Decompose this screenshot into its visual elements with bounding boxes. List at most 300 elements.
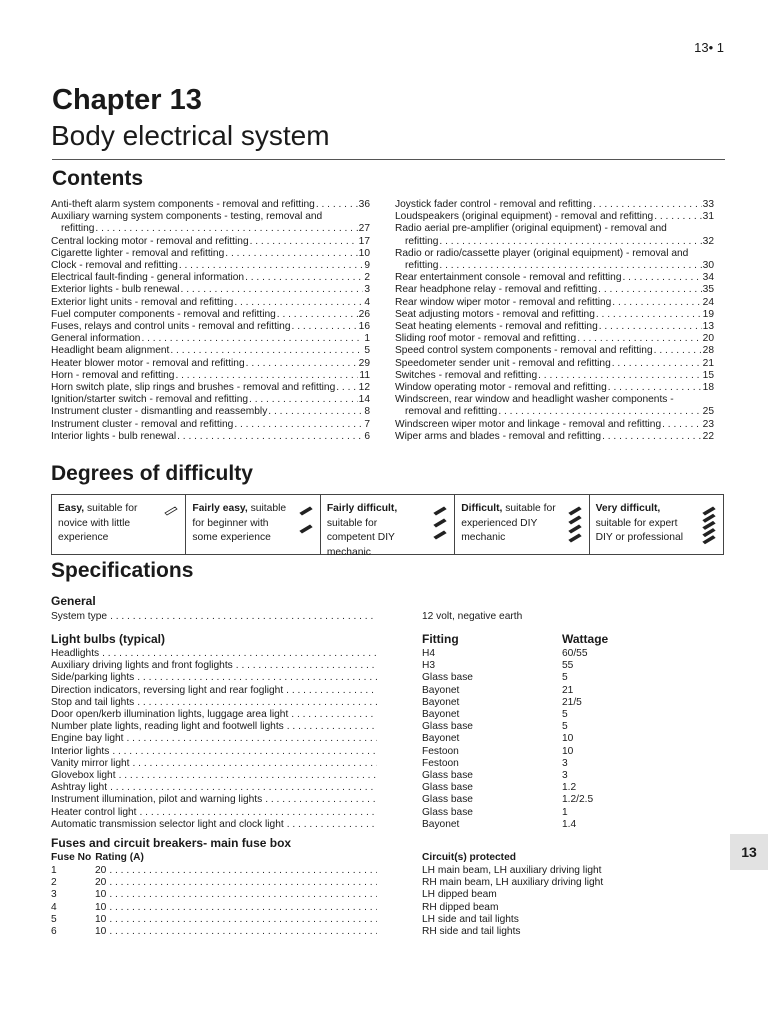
- leader-dots: [245, 272, 363, 284]
- fuse-rating: 10: [95, 901, 107, 913]
- contents-item-label: Seat adjusting motors - removal and refitting: [395, 308, 595, 320]
- bulb-name: Automatic transmission selector light and clock light: [51, 818, 284, 830]
- contents-item-page: 21: [702, 357, 714, 369]
- bulb-name: Direction indicators, reversing light and rear foglight: [51, 684, 284, 696]
- contents-item-page: 34: [702, 272, 714, 284]
- contents-item-label: refitting: [405, 260, 439, 272]
- leader-dots: [662, 419, 702, 431]
- fuse-row: [51, 902, 377, 914]
- leader-dots: [225, 248, 357, 260]
- fuse-row: [51, 914, 377, 926]
- contents-item-page: 35: [702, 284, 714, 296]
- contents-item-page: 27: [358, 223, 370, 235]
- fuse-number: 4: [51, 901, 57, 913]
- bulb-name: Ashtray light: [51, 782, 108, 794]
- contents-item-label: Rear window wiper motor - removal and refitting: [395, 296, 612, 308]
- bulb-name: Number plate lights, reading light and footwell lights: [51, 721, 284, 733]
- leader-dots: [177, 431, 363, 443]
- difficulty-cell: [321, 495, 455, 558]
- contents-item-page: 17: [358, 235, 370, 247]
- contents-item: [51, 223, 370, 235]
- leader-dots: [109, 865, 377, 877]
- bulb-wattage: 5: [562, 672, 568, 684]
- contents-item-page: 30: [702, 260, 714, 272]
- bulb-name: Glovebox light: [51, 770, 116, 782]
- leader-dots: [439, 260, 701, 272]
- leader-dots: [109, 926, 377, 938]
- bulb-row: [51, 770, 377, 782]
- contents-item-label: Anti-theft alarm system components - removal and refitting: [51, 199, 315, 210]
- chapter-number: Chapter 13: [52, 84, 202, 116]
- bulb-name: Headlights: [51, 648, 100, 659]
- bulb-wattage: 60/55: [562, 648, 588, 659]
- leader-dots: [236, 660, 377, 672]
- contents-item: [51, 248, 370, 260]
- difficulty-level: Very difficult,: [595, 503, 661, 514]
- bulb-fitting: Bayonet: [422, 709, 460, 721]
- contents-item: [51, 236, 370, 248]
- contents-item: [51, 406, 370, 418]
- fuse-circuit: LH main beam, LH auxiliary driving light: [422, 865, 602, 876]
- fuse-number: 2: [51, 877, 57, 889]
- contents-item-page: 28: [702, 345, 714, 357]
- leader-dots: [234, 419, 363, 431]
- contents-item: [51, 419, 370, 431]
- contents-item-label: Exterior light units - removal and refitting: [51, 296, 234, 308]
- contents-item-label: Horn switch plate, slip rings and brushes - removal and refitting: [51, 382, 336, 394]
- spanner-4-icon: [567, 503, 583, 547]
- bulbs-fitting-column: [422, 648, 542, 831]
- contents-item-page: 2: [364, 272, 370, 284]
- circuits-heading: Circuit(s) protected: [422, 852, 516, 863]
- contents-item: [51, 382, 370, 394]
- contents-item-page: 15: [702, 369, 714, 381]
- bulb-fitting: Festoon: [422, 745, 459, 757]
- contents-item-label: Instrument cluster - removal and refitting: [51, 418, 234, 430]
- fuse-rating: 10: [95, 926, 107, 938]
- contents-item-page: 6: [364, 430, 370, 442]
- contents-item-label: Loudspeakers (original equipment) - removal and refitting: [395, 211, 654, 223]
- contents-item-label: Heater blower motor - removal and refitting: [51, 357, 245, 369]
- leader-dots: [265, 794, 377, 806]
- difficulty-table: [51, 494, 724, 558]
- contents-item: [51, 333, 370, 345]
- fuse-number: 1: [51, 865, 57, 876]
- bulb-wattage: 21/5: [562, 696, 582, 708]
- leader-dots: [286, 685, 377, 697]
- contents-item-label: Switches - removal and refitting: [395, 369, 538, 381]
- contents-item: [51, 211, 370, 223]
- bulb-row: [51, 660, 377, 672]
- fuse-row: [51, 926, 377, 938]
- spanner-1-icon: [163, 503, 179, 547]
- contents-item-label: refitting: [405, 235, 439, 247]
- difficulty-level: Fairly easy,: [192, 503, 248, 514]
- bulb-row: [51, 746, 377, 758]
- contents-item-label: Cigarette lighter - removal and refitting: [51, 247, 225, 259]
- leader-dots: [612, 358, 702, 370]
- contents-item: [395, 345, 714, 357]
- contents-item: [51, 199, 370, 211]
- fuse-row: [51, 865, 377, 877]
- contents-item-page: 25: [702, 406, 714, 418]
- fuse-table-header: [51, 852, 144, 864]
- contents-item-label: Headlight beam alignment: [51, 345, 170, 357]
- leader-dots: [133, 758, 378, 770]
- contents-item-page: 31: [702, 211, 714, 223]
- contents-item-page: 16: [358, 321, 370, 333]
- leader-dots: [608, 382, 702, 394]
- leader-dots: [109, 902, 377, 914]
- difficulty-cell: [186, 495, 320, 554]
- system-type-label: System type: [51, 611, 108, 622]
- bulb-row: [51, 648, 377, 660]
- contents-item-label: refitting: [61, 223, 95, 235]
- bulb-fitting: Glass base: [422, 806, 473, 818]
- bulb-fitting: H4: [422, 648, 436, 659]
- fuse-circuit: RH main beam, LH auxiliary driving light: [422, 877, 604, 889]
- contents-item: [51, 309, 370, 321]
- difficulty-description: suitable for novice with little experience: [58, 503, 138, 543]
- chapter-title: Body electrical system: [51, 120, 330, 151]
- contents-item: [51, 358, 370, 370]
- contents-item-label: Seat heating elements - removal and refitting: [395, 321, 598, 333]
- leader-dots: [127, 733, 378, 745]
- contents-item: [395, 284, 714, 296]
- fuse-row: [51, 877, 377, 889]
- contents-item: [51, 284, 370, 296]
- contents-item-page: 32: [702, 235, 714, 247]
- fuse-circuits: [422, 865, 722, 938]
- contents-item-page: 23: [702, 418, 714, 430]
- difficulty-level: Easy,: [58, 503, 85, 514]
- contents-item-page: 13: [702, 321, 714, 333]
- rating-heading: Rating (A): [95, 852, 144, 863]
- difficulty-text: [192, 502, 288, 546]
- contents-item-label: General information: [51, 333, 141, 345]
- specifications-heading: Specifications: [51, 559, 194, 582]
- contents-item: [395, 272, 714, 284]
- difficulty-cell: [455, 495, 589, 554]
- contents-item: [395, 431, 714, 443]
- bulb-name: Vanity mirror light: [51, 757, 130, 769]
- bulb-wattage: 1.2: [562, 782, 577, 794]
- bulb-wattage: 5: [562, 721, 568, 733]
- contents-item: [51, 297, 370, 309]
- contents-list-left: [51, 199, 370, 443]
- bulb-name: Door open/kerb illumination lights, luggage area light: [51, 709, 289, 721]
- bulb-fitting: Festoon: [422, 757, 459, 769]
- contents-item-label: Clock - removal and refitting: [51, 260, 178, 272]
- bulb-fitting: Glass base: [422, 672, 473, 684]
- contents-item-label: Windscreen, rear window and headlight washer components -: [395, 394, 674, 406]
- bulb-fitting: Glass base: [422, 721, 473, 733]
- difficulty-description: suitable for expert DIY or professional: [595, 517, 684, 543]
- contents-item-page: 10: [358, 247, 370, 259]
- bulb-wattage: 10: [562, 733, 574, 745]
- leader-dots: [234, 297, 363, 309]
- leader-dots: [316, 199, 358, 211]
- chapter-tab: 13: [730, 834, 768, 870]
- bulb-wattage: 3: [562, 757, 568, 769]
- leader-dots: [181, 284, 364, 296]
- leader-dots: [110, 782, 377, 794]
- leader-dots: [654, 345, 702, 357]
- contents-item: [395, 248, 714, 260]
- bulb-name: Side/parking lights: [51, 672, 135, 684]
- contents-item: [51, 431, 370, 443]
- contents-item-label: Ignition/starter switch - removal and refitting: [51, 394, 249, 406]
- contents-item-page: 20: [702, 333, 714, 345]
- bulb-wattage: 10: [562, 745, 574, 757]
- difficulty-description: suitable for experienced DIY mechanic: [461, 503, 556, 543]
- bulb-fitting: Glass base: [422, 770, 473, 782]
- contents-item: [395, 406, 714, 418]
- fuse-circuit: RH side and tail lights: [422, 926, 521, 938]
- fuse-number: 6: [51, 926, 57, 938]
- contents-item-label: Radio or radio/cassette player (original equipment) - removal and: [395, 247, 689, 259]
- leader-dots: [112, 746, 377, 758]
- contents-item-page: 24: [702, 296, 714, 308]
- contents-item-label: Horn - removal and refitting: [51, 369, 175, 381]
- fuse-rating: 20: [95, 865, 107, 876]
- contents-item-page: 14: [358, 394, 370, 406]
- bulb-name: Instrument illumination, pilot and warning lights: [51, 794, 263, 806]
- bulb-wattage: 21: [562, 684, 574, 696]
- contents-item-page: 36: [358, 199, 370, 210]
- page-number: 13• 1: [694, 40, 724, 55]
- bulbs-wattage-column: [562, 648, 642, 831]
- system-type-value: 12 volt, negative earth: [422, 611, 523, 622]
- contents-item-label: Rear entertainment console - removal and refitting: [395, 272, 622, 284]
- contents-item-label: Window operating motor - removal and refitting: [395, 382, 607, 394]
- leader-dots: [170, 345, 363, 357]
- fuses-heading: Fuses and circuit breakers- main fuse box: [51, 836, 292, 850]
- contents-item-label: Windscreen wiper motor and linkage - removal and refitting: [395, 418, 662, 430]
- contents-item: [395, 309, 714, 321]
- spanner-2-icon: [298, 503, 314, 547]
- bulb-row: [51, 685, 377, 697]
- fuse-number: 5: [51, 913, 57, 925]
- fuse-list: [51, 865, 377, 938]
- difficulty-text: [58, 502, 154, 546]
- contents-item-page: 9: [364, 260, 370, 272]
- contents-item: [51, 394, 370, 406]
- leader-dots: [109, 889, 377, 901]
- bulb-row: [51, 697, 377, 709]
- fuse-circuit: RH dipped beam: [422, 901, 499, 913]
- contents-item: [51, 272, 370, 284]
- contents-item-label: Speed control system components - removal and refitting: [395, 345, 653, 357]
- contents-item-label: removal and refitting: [405, 406, 498, 418]
- difficulty-cell: [52, 495, 186, 554]
- difficulty-level: Fairly difficult,: [326, 503, 398, 514]
- leader-dots: [599, 321, 702, 333]
- bulb-row: [51, 672, 377, 684]
- bulb-wattage: 55: [562, 660, 574, 672]
- wattage-heading: Wattage: [562, 632, 609, 646]
- contents-item-page: 11: [359, 369, 370, 381]
- leader-dots: [287, 721, 377, 733]
- bulb-name: Interior lights: [51, 745, 110, 757]
- leader-dots: [137, 672, 377, 684]
- leader-dots: [141, 333, 363, 345]
- leader-dots: [246, 358, 358, 370]
- bulb-row: [51, 794, 377, 806]
- contents-item-label: Central locking motor - removal and refitting: [51, 235, 249, 247]
- contents-item-page: 7: [364, 418, 370, 430]
- leader-dots: [602, 431, 702, 443]
- fuse-rating: 20: [95, 877, 107, 889]
- fuse-circuit: LH side and tail lights: [422, 913, 519, 925]
- contents-item: [51, 260, 370, 272]
- contents-item-label: Sliding roof motor - removal and refitting: [395, 333, 577, 345]
- contents-item: [395, 333, 714, 345]
- difficulty-cell: [590, 495, 723, 554]
- contents-item-page: 22: [702, 430, 714, 442]
- difficulty-text: [596, 502, 692, 546]
- contents-item-label: Radio aerial pre-amplifier (original equipment) - removal and: [395, 223, 667, 235]
- bulb-fitting: Glass base: [422, 782, 473, 794]
- leader-dots: [291, 709, 377, 721]
- contents-item-page: 4: [364, 296, 370, 308]
- contents-item-page: 3: [364, 284, 370, 296]
- bulb-row: [51, 782, 377, 794]
- contents-item-label: Speedometer sender unit - removal and refitting: [395, 357, 611, 369]
- contents-list-right: [395, 199, 714, 443]
- contents-item-label: Exterior lights - bulb renewal: [51, 284, 180, 296]
- contents-item-page: 18: [702, 382, 714, 394]
- contents-item-page: 8: [364, 406, 370, 418]
- leader-dots: [612, 297, 701, 309]
- bulb-row: [51, 758, 377, 770]
- leader-dots: [140, 807, 377, 819]
- contents-item-page: 5: [364, 345, 370, 357]
- bulb-fitting: Bayonet: [422, 684, 460, 696]
- bulb-fitting: Bayonet: [422, 818, 460, 830]
- bulb-row: [51, 807, 377, 819]
- leader-dots: [623, 272, 702, 284]
- leader-dots: [95, 223, 357, 235]
- bulb-wattage: 1: [562, 806, 568, 818]
- bulb-fitting: Glass base: [422, 794, 473, 806]
- leader-dots: [109, 914, 377, 926]
- contents-item: [51, 370, 370, 382]
- contents-item: [395, 223, 714, 235]
- spanner-3-icon: [432, 503, 448, 547]
- leader-dots: [249, 394, 358, 406]
- contents-heading: Contents: [52, 167, 143, 190]
- leader-dots: [336, 382, 357, 394]
- bulb-row: [51, 721, 377, 733]
- leader-dots: [137, 697, 377, 709]
- contents-item: [395, 382, 714, 394]
- leader-dots: [287, 819, 377, 831]
- bulb-name: Stop and tail lights: [51, 696, 135, 708]
- fuse-rating: 10: [95, 889, 107, 901]
- bulbs-heading: Light bulbs (typical): [51, 632, 165, 646]
- contents-item: [51, 345, 370, 357]
- system-type-row: [51, 611, 377, 623]
- contents-item: [395, 419, 714, 431]
- leader-dots: [598, 284, 701, 296]
- bulb-fitting: Bayonet: [422, 696, 460, 708]
- contents-item: [395, 370, 714, 382]
- bulb-row: [51, 709, 377, 721]
- bulb-row: [51, 733, 377, 745]
- contents-item-label: Rear headphone relay - removal and refitting: [395, 284, 598, 296]
- difficulty-text: [327, 502, 423, 560]
- contents-item-page: 26: [358, 308, 370, 320]
- bulb-fitting: H3: [422, 660, 436, 672]
- contents-item-label: Interior lights - bulb renewal: [51, 430, 177, 442]
- fitting-heading: Fitting: [422, 632, 459, 646]
- fuse-no-heading: Fuse No: [51, 852, 92, 863]
- bulb-fitting: Bayonet: [422, 733, 460, 745]
- leader-dots: [109, 877, 377, 889]
- bulbs-name-column: [51, 648, 377, 831]
- contents-item-page: 33: [702, 199, 714, 210]
- difficulty-level: Difficult,: [461, 503, 503, 514]
- leader-dots: [498, 406, 701, 418]
- leader-dots: [538, 370, 702, 382]
- contents-item-label: Fuses, relays and control units - removal and refitting: [51, 321, 291, 333]
- fuse-row: [51, 889, 377, 901]
- contents-item: [395, 394, 714, 406]
- leader-dots: [439, 236, 701, 248]
- contents-item: [395, 211, 714, 223]
- bulb-name: Auxiliary driving lights and front foglights: [51, 660, 233, 672]
- bulb-row: [51, 819, 377, 831]
- fuse-number: 3: [51, 889, 57, 901]
- bulb-wattage: 1.2/2.5: [562, 794, 594, 806]
- leader-dots: [179, 260, 364, 272]
- difficulty-description: suitable for beginner with some experience: [192, 503, 287, 543]
- contents-item: [395, 236, 714, 248]
- fuse-rating: 10: [95, 913, 107, 925]
- contents-item-page: 12: [358, 382, 370, 394]
- leader-dots: [175, 370, 358, 382]
- leader-dots: [268, 406, 363, 418]
- contents-item-page: 29: [358, 357, 370, 369]
- difficulty-description: suitable for competent DIY mechanic: [326, 517, 395, 558]
- contents-item-label: Joystick fader control - removal and refitting: [395, 199, 593, 210]
- leader-dots: [250, 236, 358, 248]
- contents-item: [395, 297, 714, 309]
- leader-dots: [596, 309, 702, 321]
- leader-dots: [593, 199, 702, 211]
- contents-item: [395, 321, 714, 333]
- spanner-5-icon: [701, 503, 717, 547]
- contents-item-label: Electrical fault-finding - general information: [51, 272, 245, 284]
- bulb-wattage: 1.4: [562, 818, 577, 830]
- contents-item-page: 19: [702, 308, 714, 320]
- contents-item-label: Instrument cluster - dismantling and reassembly: [51, 406, 268, 418]
- difficulty-heading: Degrees of difficulty: [51, 462, 253, 485]
- leader-dots: [119, 770, 377, 782]
- leader-dots: [102, 648, 377, 660]
- title-divider: [52, 159, 725, 160]
- leader-dots: [277, 309, 358, 321]
- leader-dots: [292, 321, 358, 333]
- fuse-circuit: LH dipped beam: [422, 889, 497, 901]
- contents-item-label: Wiper arms and blades - removal and refitting: [395, 430, 602, 442]
- contents-item: [395, 199, 714, 211]
- contents-item-page: 1: [364, 333, 370, 345]
- bulb-name: Heater control light: [51, 806, 137, 818]
- bulb-wattage: 3: [562, 770, 568, 782]
- difficulty-text: [461, 502, 557, 546]
